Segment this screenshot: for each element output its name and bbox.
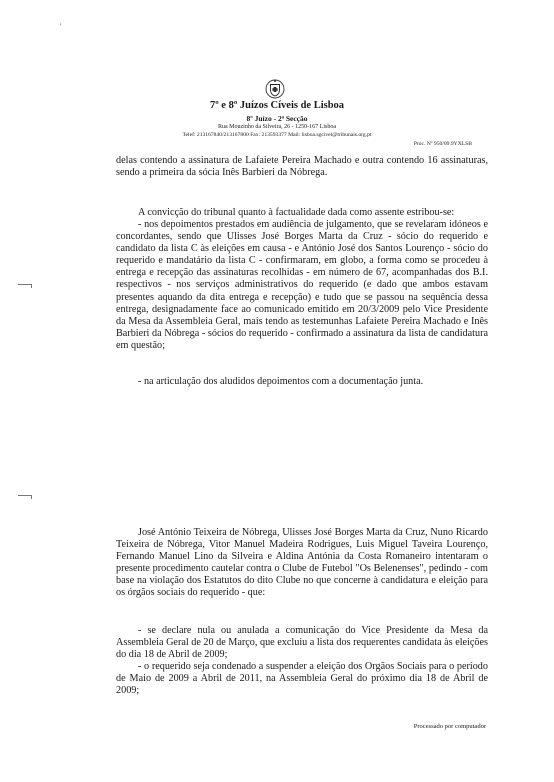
paragraph-petition: José António Teixeira de Nóbrega, Ulisses José Borges Marta da Cruz, Nuno Ricardo Teixeira de Nóbrega, Vitor Manuel Madeira Rodrigues, Luis Miguel Taveira Lourenço, Fernando Manuel Lino da Silveira e Aldina Antónia da Costa Romaneiro intentaram o presente procedimento cautelar contra o Clube de Futebol "Os Belenenses", pedindo - com base na violação dos Estatutos do dito Clube no que concerne à candidatura e eleição para os órgãos sociais do requerido - que: bbox=[116, 527, 488, 599]
paragraph-testimony: - nos depoimentos prestados em audiência de julgamento, que se revelaram idóneos e concordantes, sendo que Ulisses José Borges Marta da Cruz - sócio do requerido e candidato da lista C às eleições em causa - e António José dos Santos Lourenço - sócio do requerido e mandatário da lista C - confirmaram, em globo, a forma como se procedeu à entrega e recepção das assinaturas recolhidas - em número de 67, acompanhadas dos B.I. respectivos - nos serviços administrativos do requerido (e dado que ambos estavam presentes aquando da dita entrega e recepção) e tudo que se passou na sequência dessa entrega, designadamente face ao comunicado emitido em 20/3/2009 pelo Vice Presidente da Mesa da Assembleia Geral, mais tendo as testemunhas Lafaiete Pereira Machado e Inês Barbieri da Nóbrega - sócios do requerido - confirmado a assinatura da lista de candidatura em questão; bbox=[116, 219, 488, 351]
processed-by-computer-note: Processado por computador bbox=[413, 723, 486, 730]
paragraph-request-suspend: - o requerido seja condenado a suspender a eleição dos Orgãos Sociais para o período de Maio de 2009 a Abril de 2011, na Assembleia Geral do próximo dia 18 de Abril de 2009; bbox=[116, 661, 488, 697]
paragraph-request-annul: - se declare nula ou anulada a comunicação do Vice Presidente da Mesa da Assembleia Geral de 20 de Março, que excluiu a lista dos requerentes candidata às eleições do dia 18 de Abril de 2009; bbox=[116, 625, 488, 661]
process-reference: Proc. Nº 950/09.9YXLSB bbox=[413, 141, 472, 147]
paragraph-conviction-intro: A convicção do tribunal quanto à factualidade dada como assente estribou-se: bbox=[138, 207, 455, 218]
paragraph-continuation: delas contendo a assinatura de Lafaiete Pereira Machado e outra contendo 16 assinaturas, sendo a primeira da sócia Inês Barbieri da Nóbrega. bbox=[116, 155, 488, 179]
corner-mark: ' bbox=[60, 22, 62, 31]
court-address: Rua Mouzinho da Silveira, 26 - 1250-167 Lisboa bbox=[218, 124, 336, 130]
margin-punch-mark bbox=[18, 284, 32, 287]
court-section: 8º Juízo - 2ª Secção bbox=[246, 114, 308, 123]
court-contacts: Telef: 213167840/213167800 Fax: 213593377 Mail: lisboa.sgcivel@tribunais.org.pt bbox=[182, 132, 372, 138]
margin-punch-mark bbox=[18, 495, 32, 498]
coat-of-arms-icon bbox=[265, 78, 285, 100]
paragraph-documentation: - na articulação dos aludidos depoimentos com a documentação junta. bbox=[138, 376, 424, 387]
court-title: 7º e 8º Juízos Cíveis de Lisboa bbox=[209, 100, 345, 111]
